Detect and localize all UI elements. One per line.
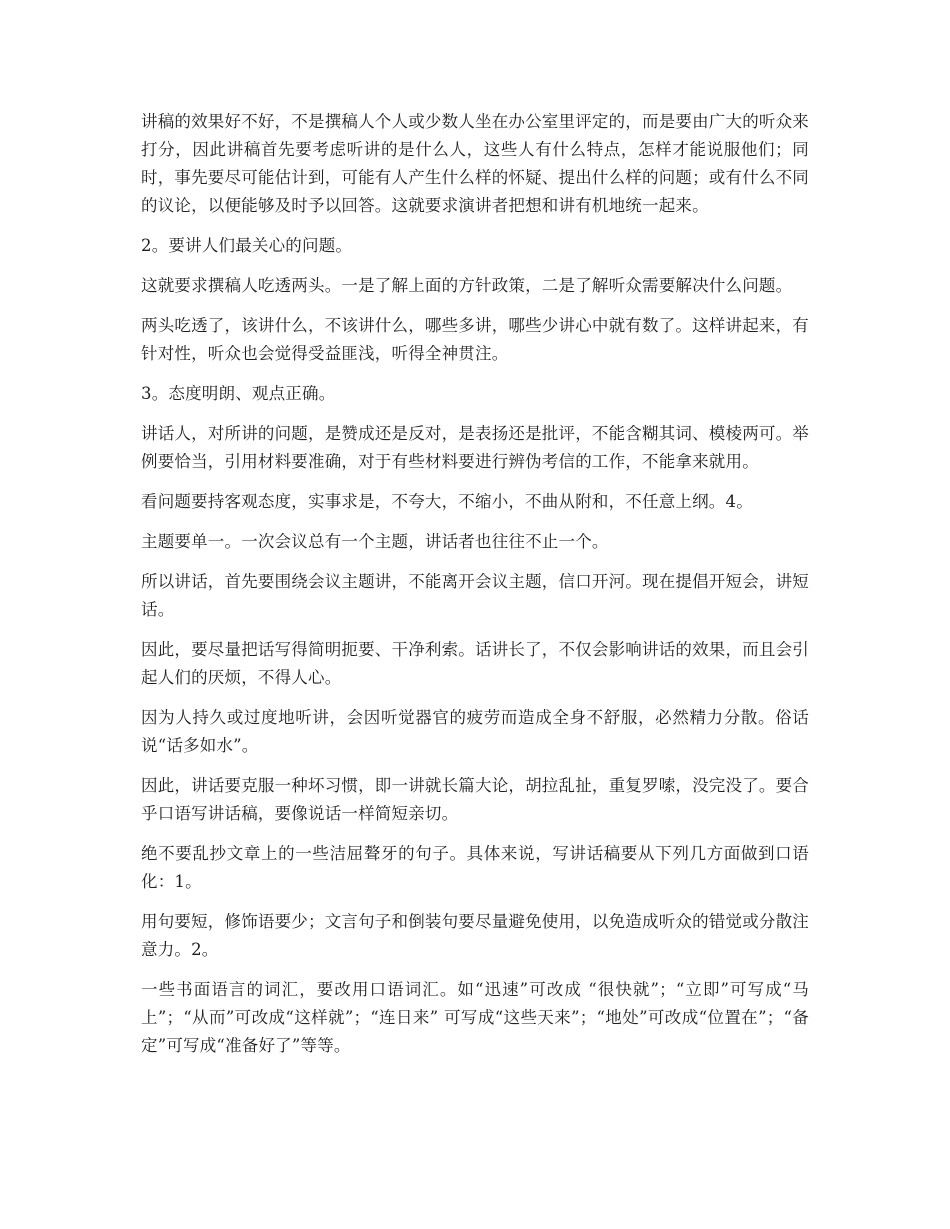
paragraph-13: 绝不要乱抄文章上的一些洁屈聱牙的句子。具体来说，写讲话稿要从下列几方面做到口语化：1。 <box>141 844 809 891</box>
paragraph-9: 所以讲话，首先要围绕会议主题讲，不能离开会议主题，信口开河。现在提倡开短会，讲短话。 <box>141 572 809 619</box>
paragraph-8: 主题要单一。一次会议总有一个主题，讲话者也往往不止一个。 <box>141 532 609 551</box>
paragraph-3: 这就要求撰稿人吃透两头。一是了解上面的方针政策，二是了解听众需要解决什么问题。 <box>141 276 793 295</box>
paragraph-7: 看问题要持客观态度，实事求是，不夸大，不缩小，不曲从附和，不任意上纲。4。 <box>141 492 753 511</box>
paragraph-1: 讲稿的效果好不好，不是撰稿人个人或少数人坐在办公室里评定的，而是要由广大的听众来打分，因此讲稿首先要考虑听讲的是什么人，这些人有什么特点，怎样才能说服他们；同时，事先要尽可能估计到，可能有人产生什么样的怀疑、提出什么样的问题；或有什么不同的议论，以便能够及时予以回答。这就要求演讲者把想和讲有机地统一起来。 <box>141 112 809 215</box>
document-body <box>141 108 809 1072</box>
paragraph-5: 3。态度明朗、观点正确。 <box>141 384 336 403</box>
paragraph-4: 两头吃透了，该讲什么，不该讲什么，哪些多讲，哪些少讲心中就有数了。这样讲起来，有针对性，听众也会觉得受益匪浅，听得全神贯注。 <box>141 316 809 363</box>
paragraph-15: 一些书面语言的词汇，要改用口语词汇。如“迅速”可改成 “很快就”；“立即”可写成“马上”；“从而”可改成“这样就”；“连日来” 可写成“这些天来”；“地处”可改成“位置在”；“备定”可写成“准备好了”等等。 <box>141 980 809 1055</box>
paragraph-10: 因此，要尽量把话写得简明扼要、干净利索。话讲长了，不仅会影响讲话的效果，而且会引起人们的厌烦，不得人心。 <box>141 640 809 687</box>
paragraph-6: 讲话人，对所讲的问题，是赞成还是反对，是表扬还是批评，不能含糊其词、模棱两可。举例要恰当，引用材料要准确，对于有些材料要进行辨伪考信的工作，不能拿来就用。 <box>141 424 809 471</box>
paragraph-14: 用句要短，修饰语要少；文言句子和倒装句要尽量避免使用，以免造成听众的错觉或分散注意力。2。 <box>141 912 809 959</box>
paragraph-11: 因为人持久或过度地听讲，会因听觉器官的疲劳而造成全身不舒服，必然精力分散。俗话说“话多如水”。 <box>141 708 809 755</box>
paragraph-12: 因此，讲话要克服一种坏习惯，即一讲就长篇大论，胡拉乱扯，重复罗嗦，没完没了。要合乎口语写讲话稿，要像说话一样简短亲切。 <box>141 776 809 823</box>
paragraph-2: 2。要讲人们最关心的问题。 <box>141 236 353 255</box>
